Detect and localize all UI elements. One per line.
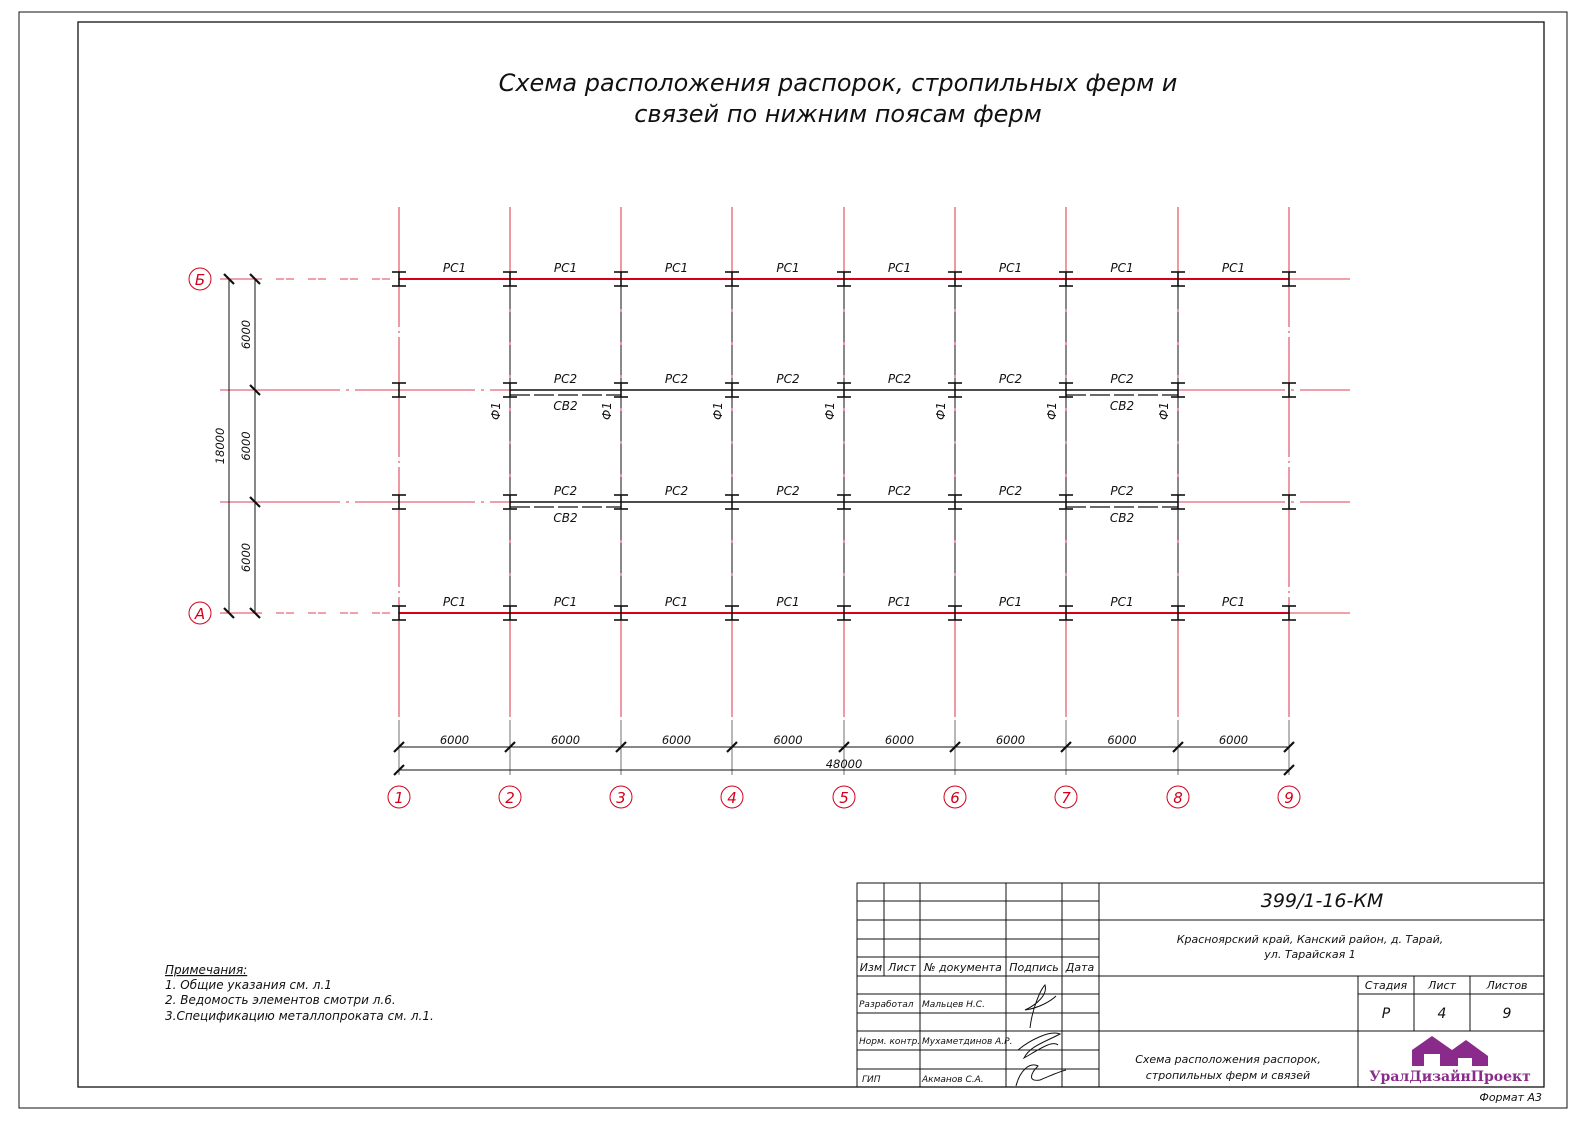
label-f1: Ф1 (1157, 402, 1171, 420)
label-rs2: РС2 (553, 372, 578, 386)
label-rs2: РС2 (1110, 484, 1134, 498)
header-list: Лист (888, 961, 916, 974)
header-izm: Изм (859, 961, 883, 974)
label-f1: Ф1 (489, 402, 503, 420)
dim-text-bay: 6000 (773, 733, 803, 747)
company-logo-icon (1412, 1036, 1488, 1066)
axis-bubbles (189, 268, 1300, 808)
company-name: УралДизайнПроект (1369, 1069, 1531, 1085)
header-doc-no: № документа (924, 961, 1002, 974)
grid-axes (220, 207, 1350, 720)
label-sv2: СВ2 (1109, 511, 1135, 525)
label-f1: Ф1 (711, 402, 725, 420)
inner-frame (78, 22, 1544, 1087)
column-axis-label: 1 (394, 789, 404, 807)
label-rs1: РС1 (776, 261, 800, 275)
label-sv2: СВ2 (553, 511, 578, 525)
dim-text-bay: 6000 (995, 733, 1026, 747)
label-f1: Ф1 (600, 402, 614, 420)
label-rs1: РС1 (442, 261, 467, 275)
signature-marks (1016, 985, 1066, 1086)
format-label: Формат А3 (1479, 1091, 1542, 1104)
label-rs2: РС2 (553, 484, 578, 498)
note-item: 2. Ведомость элементов смотри л.6. (165, 993, 396, 1007)
dim-text-bay: 6000 (550, 733, 581, 747)
sheets-header: Листов (1486, 979, 1528, 992)
label-rs1: РС1 (1110, 261, 1134, 275)
label-rs1: РС1 (1110, 595, 1134, 609)
column-axis-label: 8 (1173, 789, 1183, 807)
sheet-title-line2: стропильных ферм и связей (1145, 1069, 1311, 1082)
label-sv2: СВ2 (1109, 399, 1135, 413)
role-chief-engineer: ГИП (862, 1075, 881, 1085)
label-rs2: РС2 (998, 484, 1023, 498)
dim-text-bay: 6000 (1107, 733, 1137, 747)
location-line1: Красноярский край, Канский район, д. Тарай, (1176, 933, 1444, 946)
dim-text-row: 6000 (239, 319, 253, 350)
label-rs1: РС1 (1221, 261, 1246, 275)
sheet-value: 4 (1437, 1006, 1447, 1022)
row-axis-label: А (194, 605, 206, 623)
label-rs2: РС2 (887, 484, 912, 498)
name-chief-engineer: Акманов С.А. (922, 1075, 984, 1085)
structural-members (392, 272, 1296, 620)
stage-header: Стадия (1364, 979, 1408, 992)
dim-text-bay: 6000 (661, 733, 692, 747)
label-rs1: РС1 (998, 595, 1023, 609)
label-rs1: РС1 (887, 595, 912, 609)
location-line2: ул. Тарайская 1 (1264, 948, 1356, 961)
row-axis-label: Б (194, 271, 206, 289)
sheet-title-line1: Схема расположения распорок, (1135, 1053, 1321, 1066)
dim-text-bay: 6000 (439, 733, 470, 747)
document-code: 399/1-16-КМ (1260, 890, 1384, 912)
column-axis-label: 6 (950, 789, 960, 807)
label-rs2: РС2 (664, 372, 689, 386)
label-sv2: СВ2 (553, 399, 578, 413)
name-developer: Мальцев Н.С. (922, 1000, 985, 1010)
column-axis-label: 7 (1061, 789, 1071, 807)
label-rs2: РС2 (1110, 372, 1134, 386)
label-rs1: РС1 (553, 595, 578, 609)
notes-header: Примечания: (165, 963, 248, 977)
note-item: 1. Общие указания см. л.1 (165, 978, 332, 992)
note-item: 3.Спецификацию металлопроката см. л.1. (165, 1009, 434, 1023)
name-norm-control: Мухаметдинов А.Р. (922, 1037, 1013, 1047)
dim-text-bay: 6000 (884, 733, 915, 747)
label-rs2: РС2 (998, 372, 1023, 386)
column-axis-label: 4 (727, 789, 737, 807)
dim-text-row: 6000 (239, 431, 253, 461)
label-rs1: РС1 (1221, 595, 1246, 609)
header-date: Дата (1065, 961, 1095, 974)
label-rs1: РС1 (998, 261, 1023, 275)
label-f1: Ф1 (934, 402, 948, 420)
column-axis-label: 2 (505, 789, 515, 807)
stage-value: Р (1381, 1006, 1391, 1022)
label-rs2: РС2 (664, 484, 689, 498)
dim-text-row: 6000 (239, 542, 253, 573)
label-rs2: РС2 (887, 372, 912, 386)
header-sign: Подпись (1009, 961, 1059, 974)
role-norm-control: Норм. контр. (859, 1037, 921, 1047)
dim-text-bay: 6000 (1218, 733, 1249, 747)
column-axis-label: 5 (839, 789, 849, 807)
label-rs1: РС1 (776, 595, 800, 609)
role-developer: Разработал (859, 1000, 914, 1010)
drawing-title-line1: Схема расположения распорок, стропильных ферм и (498, 69, 1178, 97)
dim-text-total: 48000 (825, 757, 863, 771)
label-rs2: РС2 (776, 484, 800, 498)
label-rs1: РС1 (553, 261, 578, 275)
label-f1: Ф1 (823, 402, 837, 420)
column-axis-label: 9 (1284, 789, 1294, 807)
sheets-value: 9 (1502, 1006, 1512, 1022)
column-axis-label: 3 (616, 789, 626, 807)
label-rs1: РС1 (664, 261, 689, 275)
label-rs1: РС1 (887, 261, 912, 275)
label-rs1: РС1 (442, 595, 467, 609)
label-rs2: РС2 (776, 372, 800, 386)
label-f1: Ф1 (1045, 402, 1059, 420)
dim-text-width: 18000 (213, 427, 227, 465)
sheet-header: Лист (1428, 979, 1456, 992)
drawing-title-line2: связей по нижним поясам ферм (634, 100, 1042, 128)
label-rs1: РС1 (664, 595, 689, 609)
